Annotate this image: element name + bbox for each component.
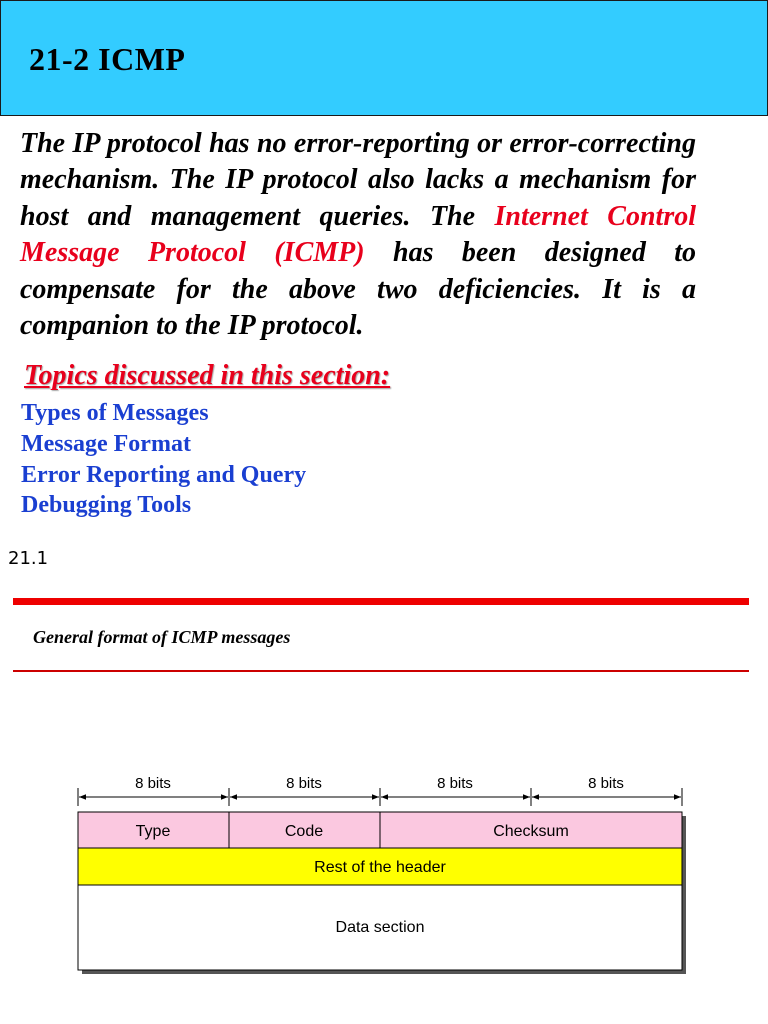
slide-number: 21.1 — [8, 548, 49, 569]
bit-label: 8 bits — [437, 775, 473, 792]
topics-list — [21, 398, 306, 521]
bit-label: 8 bits — [588, 775, 624, 792]
topic-item: Debugging Tools — [21, 492, 192, 519]
topic-item: Types of Messages — [21, 400, 209, 426]
title-bar — [0, 0, 768, 116]
topic-item: Message Format — [21, 430, 191, 457]
icmp-highlight: Internet Control Message Protocol (ICMP) — [20, 200, 696, 269]
code-label: Code — [284, 823, 324, 840]
figure-caption: General format of ICMP messages — [33, 627, 291, 647]
checksum-label: Checksum — [493, 823, 569, 840]
divider-thick — [13, 598, 749, 605]
intro-text-part1: The IP protocol has no error-reporting or error-correcting mechanism. The IP protocol also lacks a mechanism for host and management queries. The — [20, 128, 696, 232]
intro-paragraph — [20, 126, 696, 344]
intro-text-part2: has been designed to compensate for the above two deficiencies. It is a companion to the IP protocol. — [20, 237, 697, 342]
data-section-label: Data section — [335, 919, 425, 936]
topic-item: Error Reporting and Query — [21, 461, 307, 488]
divider-thin — [13, 670, 749, 672]
type-label: Type — [135, 823, 171, 840]
rest-of-header-label: Rest of the header — [314, 859, 446, 876]
bit-label: 8 bits — [135, 775, 171, 792]
topics-heading: Topics discussed in this section: — [24, 360, 391, 391]
bit-label: 8 bits — [286, 775, 322, 792]
icmp-format-diagram — [0, 760, 768, 980]
page-title: 21-2 ICMP — [29, 41, 186, 77]
